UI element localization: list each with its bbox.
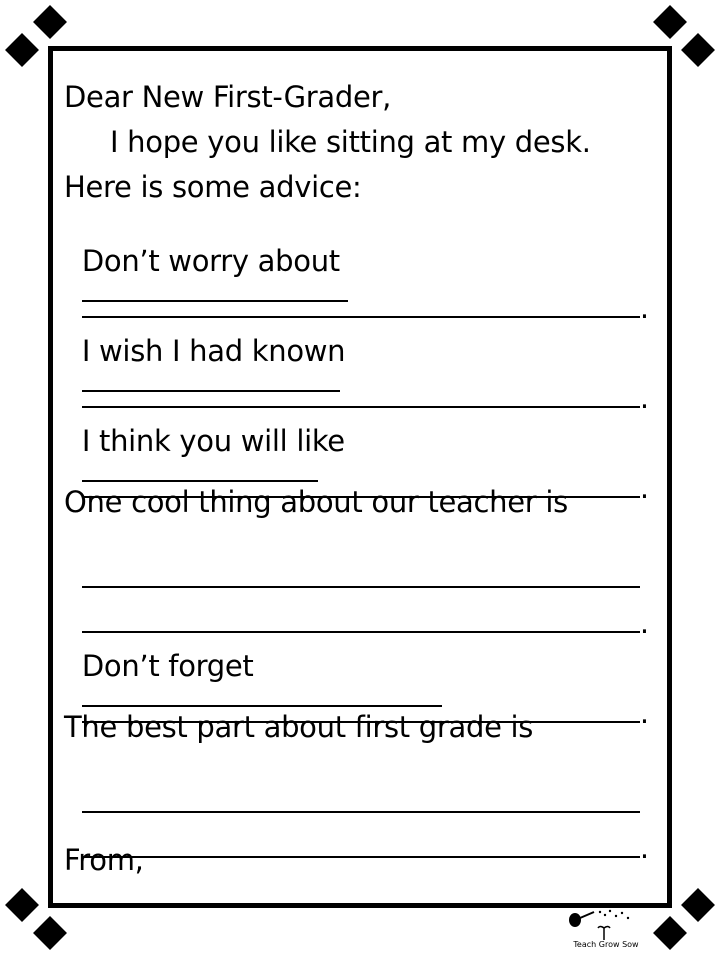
advice-intro: Here is some advice: [64,170,362,204]
greeting: Dear New First-Grader, [64,80,392,114]
prompt-best-row: The best part about first grade is [64,710,534,744]
corner-diamond-bottom-left-side [5,888,39,922]
corner-diamond-bottom-left-lower [33,916,67,950]
frame-right [667,46,672,908]
teach-grow-sow-logo [566,906,646,956]
intro-line: I hope you like sitting at my desk. [110,125,591,159]
corner-diamond-bottom-right-lower [653,916,687,950]
watering-can-icon [566,906,646,940]
period: . [639,606,649,640]
answer-blank-best-2[interactable] [82,832,640,858]
prompt-teacher-row: One cool thing about our teacher is [64,485,568,519]
corner-diamond-top-left-upper [33,5,67,39]
period: . [639,696,649,730]
answer-row-best-2 [64,803,649,863]
prompt-forget-label: Don’t forget [81,649,254,683]
prompt-like-label: I think you will like [81,424,345,458]
corner-diamond-top-right-side [681,33,715,67]
corner-diamond-top-right-upper [653,5,687,39]
logo-text: Teach Grow Sow [573,940,639,949]
prompt-wish-label: I wish I had known [81,334,346,368]
period: . [639,381,649,415]
period: . [639,291,649,325]
period: . [639,471,649,505]
corner-diamond-bottom-right-side [681,888,715,922]
period: . [639,831,649,865]
frame-top [48,46,672,51]
frame-left [48,46,53,908]
prompt-worry-label: Don’t worry about [81,244,340,278]
closing: From, [64,843,144,877]
corner-diamond-top-left-side [5,33,39,67]
